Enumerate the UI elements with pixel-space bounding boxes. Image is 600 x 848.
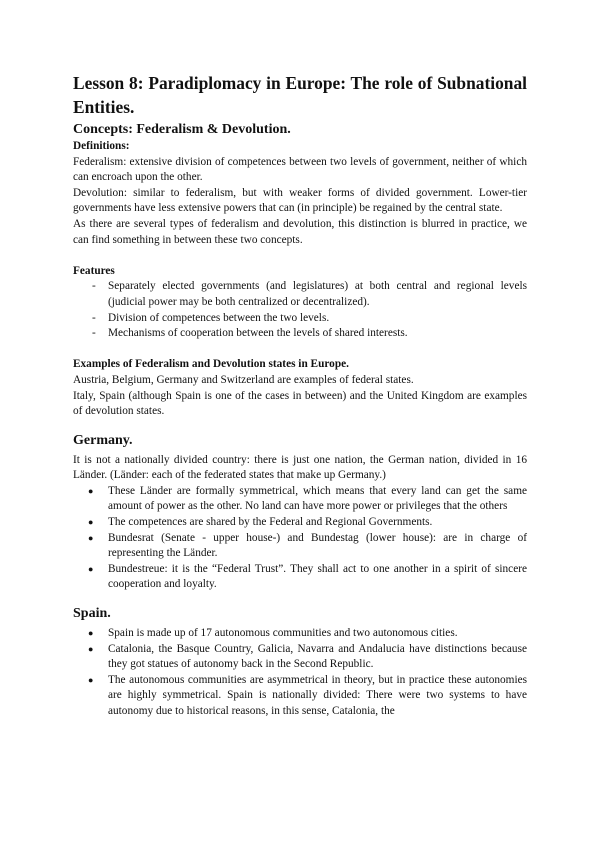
spain-list — [73, 626, 527, 720]
definition-devolution: Devolution: similar to federalism, but with weaker forms of divided government. Lower-tier governments have less extensive powers that can (in principle) be regained by the central state. — [73, 186, 527, 215]
definition-federalism: Federalism: extensive division of competences between two levels of government, neither of which can encroach upon the other. — [73, 155, 527, 184]
dash-marker: - — [92, 327, 96, 340]
list-item: ● Catalonia, the Basque Country, Galicia, Navarra and Andalucia have distinctions because they got statues of autonomy back in the Second Republic. — [88, 642, 527, 671]
list-item: ● Spain is made up of 17 autonomous communities and two autonomous cities. — [73, 626, 527, 642]
examples-federal: Austria, Belgium, Germany and Switzerland are examples of federal states. — [73, 373, 414, 386]
definitions-note: As there are several types of federalism and devolution, this distinction is blurred in practice, we can find something in between these two concepts. — [73, 217, 527, 246]
germany-intro: It is not a nationally divided country: there is just one nation, the German nation, divided in 16 Länder. (Länder: each of the federated states that make up Germany.) — [73, 453, 527, 482]
dash-marker: - — [92, 280, 96, 293]
germany-list — [73, 484, 527, 593]
examples-devolution: Italy, Spain (although Spain is one of the cases in between) and the United Kingdom are examples of devolution states. — [73, 389, 527, 418]
document-page — [73, 72, 527, 720]
germany-heading: Germany. — [73, 432, 133, 448]
list-item: - Mechanisms of cooperation between the levels of shared interests. — [73, 326, 527, 342]
bullet-icon: ● — [88, 517, 94, 528]
definitions-heading: Definitions: — [73, 140, 130, 152]
bullet-icon: ● — [88, 485, 94, 496]
bullet-icon: ● — [88, 674, 94, 685]
bullet-icon: ● — [88, 532, 94, 543]
features-heading: Features — [73, 264, 115, 277]
list-item: - Separately elected governments (and legislatures) at both central and regional levels (judicial power may be both centralized or decentralized). — [92, 280, 527, 308]
bullet-icon: ● — [88, 643, 94, 654]
lesson-title: Lesson 8: Paradiplomacy in Europe: The role of Subnational Entities. — [73, 73, 527, 117]
list-item: ● Bundesrat (Senate - upper house-) and Bundestag (lower house): are in charge of representing the Länder. — [88, 531, 527, 560]
examples-heading: Examples of Federalism and Devolution states in Europe. — [73, 358, 349, 371]
concepts-heading: Concepts: Federalism & Devolution. — [73, 122, 291, 137]
features-list — [73, 279, 527, 341]
list-item: ● The autonomous communities are asymmetrical in theory, but in practice these autonomies are highly symmetrical. Spain is nationally divided: There were two systems to have autonomy due to historical reasons, in this sense, Catalonia, the — [88, 673, 527, 717]
list-item: - Division of competences between the two levels. — [73, 311, 527, 327]
list-item: ● The competences are shared by the Federal and Regional Governments. — [73, 515, 527, 531]
bullet-icon: ● — [88, 563, 94, 574]
list-item: ● These Länder are formally symmetrical, which means that every land can get the same amount of power as the other. No land can have more power or privileges that the others — [88, 484, 527, 513]
bullet-icon: ● — [88, 628, 94, 639]
dash-marker: - — [92, 311, 96, 324]
spain-heading: Spain. — [73, 606, 111, 622]
list-item: ● Bundestreue: it is the “Federal Trust”. They shall act to one another in a spirit of sincere cooperation and loyalty. — [88, 562, 527, 591]
